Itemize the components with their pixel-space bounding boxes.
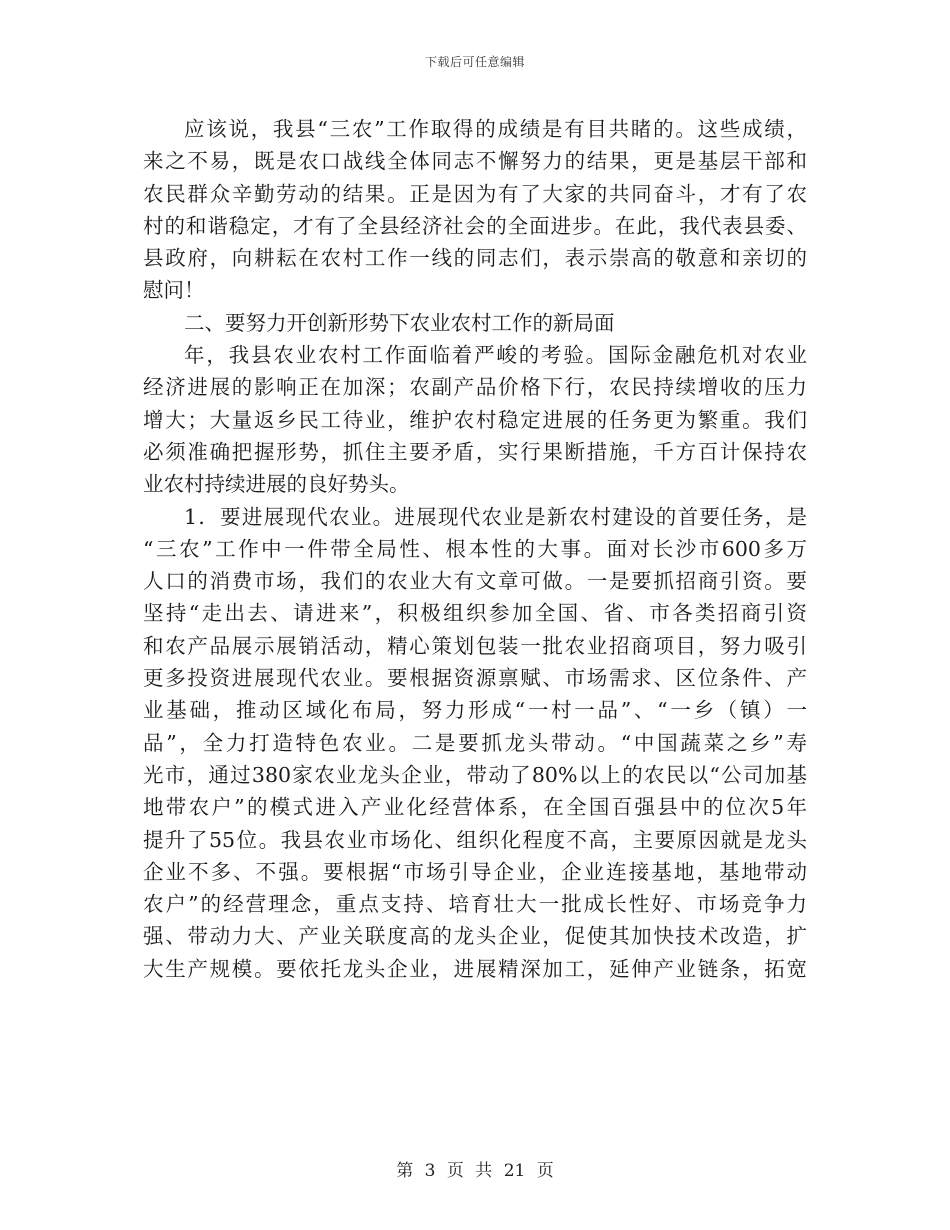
page-number-footer: 第 3 页 共 21 页 (396, 1161, 554, 1181)
text-line: 应该说，我县“三农”工作取得的成绩是有目共睹的。这些成绩， (184, 117, 807, 141)
text-line: 大生产规模。要依托龙头企业，进展精深加工，延伸产业链条，拓宽 (143, 956, 807, 981)
text-line: 坚持“走出去、请进来”，积极组织参加全国、省、市各类招商引资 (143, 601, 807, 626)
text-line: 县政府，向耕耘在农村工作一线的同志们，表示崇高的敬意和亲切的 (143, 246, 807, 271)
text-line: 人口的消费市场，我们的农业大有文章可做。一是要抓招商引资。要 (143, 569, 807, 594)
text-line: 地带农户”的模式进入产业化经营体系，在全国百强县中的位次5年 (143, 795, 807, 820)
text-line: 业农村持续进展的良好势头。 (143, 472, 410, 497)
text-line: 农民群众辛勤劳动的结果。正是因为有了大家的共同奋斗，才有了农 (143, 181, 807, 206)
text-line: 更多投资进展现代农业。要根据资源禀赋、市场需求、区位条件、产 (143, 666, 807, 691)
text-line: 强、带动力大、产业关联度高的龙头企业，促使其加快技术改造，扩 (143, 924, 807, 949)
text-line: 必须准确把握形势，抓住主要矛盾，实行果断措施，千方百计保持农 (143, 439, 807, 464)
text-line: 增大；大量返乡民工待业，维护农村稳定进展的任务更为繁重。我们 (143, 407, 807, 432)
text-line: 经济进展的影响正在加深；农副产品价格下行，农民持续增收的压力 (143, 375, 807, 400)
text-line: 农户”的经营理念，重点支持、培育壮大一批成长性好、市场竞争力 (143, 892, 807, 917)
text-line: 和农产品展示展销活动，精心策划包装一批农业招商项目，努力吸引 (143, 633, 807, 658)
text-line: 品”，全力打造特色农业。二是要抓龙头带动。“中国蔬菜之乡”寿 (143, 730, 807, 755)
text-line: 1．要进展现代农业。进展现代农业是新农村建设的首要任务，是 (184, 504, 807, 529)
text-line: 二、要努力开创新形势下农业农村工作的新局面 (184, 310, 615, 335)
text-line: 光市，通过380家农业龙头企业，带动了80%以上的农民以“公司加基 (143, 762, 807, 787)
page-header: 下载后可任意编辑 (424, 55, 525, 69)
text-line: “三农”工作中一件带全局性、根本性的大事。面对长沙市600多万 (143, 536, 807, 561)
text-line: 慰问！ (143, 278, 205, 303)
document-body (143, 113, 807, 985)
text-line: 企业不多、不强。要根据“市场引导企业，企业连接基地，基地带动 (143, 859, 807, 884)
text-line: 来之不易，既是农口战线全体同志不懈努力的结果，更是基层干部和 (143, 149, 807, 174)
text-line: 年，我县农业农村工作面临着严峻的考验。国际金融危机对农业 (184, 343, 807, 368)
text-line: 业基础，推动区域化布局，努力形成“一村一品”、“一乡（镇）一 (143, 698, 807, 723)
text-line: 村的和谐稳定，才有了全县经济社会的全面进步。在此，我代表县委、 (143, 213, 807, 238)
text-line: 提升了55位。我县农业市场化、组织化程度不高，主要原因就是龙头 (143, 827, 807, 852)
